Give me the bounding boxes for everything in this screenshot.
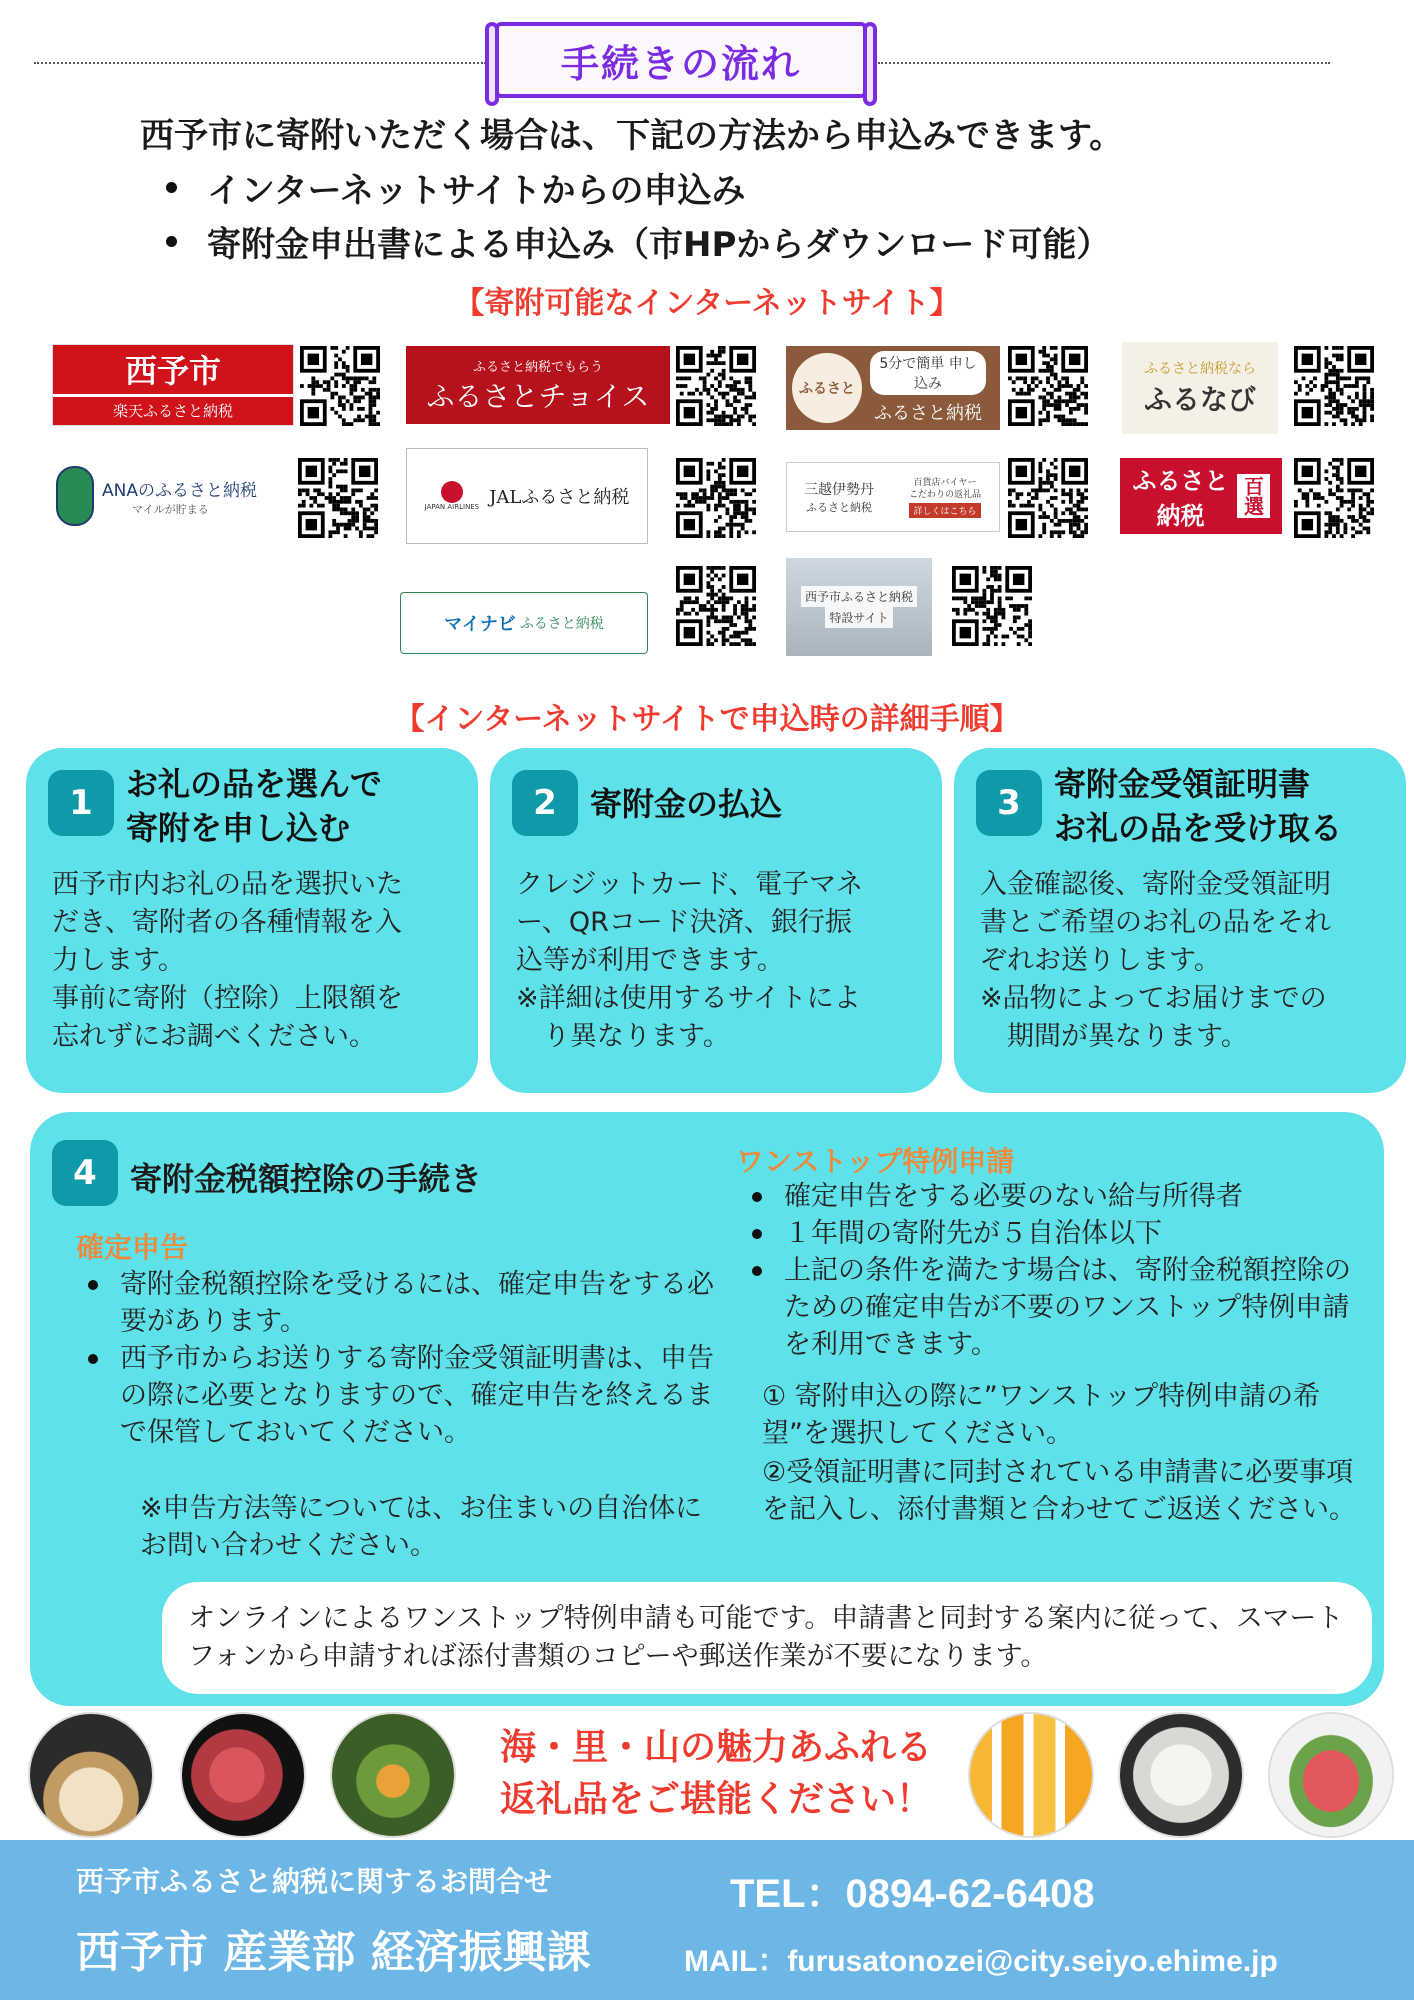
jal-crane-icon (441, 481, 463, 503)
qr-code-icon (1008, 346, 1088, 426)
step-number: 1 (48, 770, 114, 836)
rakuten-logo[interactable]: 西予市 楽天ふるさと納税 (52, 344, 294, 426)
step-title: 寄附金の払込 (590, 785, 783, 823)
qr-code-icon (676, 458, 756, 538)
qr-code-icon (300, 346, 380, 426)
furunavi-logo[interactable]: ふるさと納税なら ふるなび (1122, 342, 1278, 434)
step-title: 寄附金税額控除の手続き (130, 1160, 483, 1198)
photo-montblanc (30, 1714, 152, 1836)
photo-juice (970, 1714, 1092, 1836)
photo-beef (182, 1714, 304, 1836)
kakutei-list (82, 1266, 722, 1451)
step-body: クレジットカード、電子マネ ー、QRコード決済、銀行振 込等が利用できます。 ※詳細は使用するサイトによ り異なります。 (516, 869, 864, 1052)
list-item: 上記の条件を満たす場合は、寄附金税額控除のための確定申告が不要のワンストップ特例申請を利用できます。 (746, 1252, 1356, 1363)
qr-code-icon (676, 566, 756, 646)
qr-code-icon (952, 566, 1032, 646)
furusato-logo[interactable]: ふるさと 5分で簡単 申し込み ふるさと納税 (786, 346, 1000, 430)
slogan: 海・里・山の魅力あふれる 返礼品をご堪能ください！ (500, 1727, 933, 1820)
intro-text: 西予市に寄附いただく場合は、下記の方法から申込みできます。 (140, 116, 1124, 156)
seiyo-special-site-logo[interactable]: 西予市ふるさと納税 特設サイト (786, 558, 932, 656)
phone-number[interactable]: TEL：0894-62-6408 (730, 1872, 1095, 1916)
kakutei-label: 確定申告 (76, 1231, 189, 1264)
qr-code-icon (1294, 458, 1374, 538)
steps-heading: 【インターネットサイトで申込時の詳細手順】 (394, 702, 1020, 737)
title-rule-left (34, 62, 486, 64)
kakutei-note: ※申告方法等については、お住まいの自治体にお問い合わせください。 (140, 1493, 703, 1561)
step-number: 2 (512, 770, 578, 836)
method-item: インターネットサイトからの申込み (166, 160, 1110, 214)
step-title: 寄附金受領証明書 お礼の品を受け取る (1054, 765, 1343, 847)
step-number: 3 (976, 770, 1042, 836)
bullet-dot (166, 236, 177, 247)
bullet-dot (166, 182, 177, 193)
ana-logo[interactable]: ANAのふるさと納税 マイルが貯まる (56, 458, 290, 534)
mitsukoshi-logo[interactable]: 三越伊勢丹 ふるさと納税 百貨店バイヤー こだわりの返礼品 詳しくはこちら (786, 462, 1000, 532)
step-title: お礼の品を選んで 寄附を申し込む (126, 765, 383, 847)
step-body: 西予市内お礼の品を選択いた だき、寄附者の各種情報を入 力します。 事前に寄附（控除）上限額を 忘れずにお調べください。 (52, 869, 403, 1052)
qr-code-icon (298, 458, 378, 538)
list-item: 確定申告をする必要のない給与所得者 (746, 1178, 1356, 1215)
photo-shirasu (1120, 1714, 1242, 1836)
choice-logo[interactable]: ふるさと納税でもらう ふるさとチョイス (406, 346, 670, 424)
onestop-label: ワンストップ特例申請 (736, 1145, 1015, 1178)
step-card-2 (490, 748, 942, 1093)
list-item: 西予市からお送りする寄附金受領証明書は、申告の際に必要となりますので、確定申告を終えるまで保管しておいてください。 (82, 1340, 722, 1451)
ana-mark-icon (56, 466, 94, 526)
photo-seabream (1270, 1714, 1392, 1836)
step-number: 4 (52, 1140, 118, 1206)
onestop-step-2: ②受領証明書に同封されている申請書に必要事項を記入し、添付書類と合わせてご返送ください。 (762, 1457, 1356, 1525)
title-rule-right (878, 62, 1330, 64)
onestop-list (746, 1178, 1356, 1363)
qr-code-icon (676, 346, 756, 426)
method-list (166, 160, 1110, 268)
step-card-3 (954, 748, 1406, 1093)
qr-code-icon (1008, 458, 1088, 538)
inquiry-label: 西予市ふるさと納税に関するお問合せ (76, 1865, 553, 1898)
department-name: 西予市 産業部 経済振興課 (76, 1927, 591, 1978)
jal-logo[interactable]: JAPAN AIRLINES JALふるさと納税 (406, 448, 648, 544)
mynavi-logo[interactable]: マイナビ ふるさと納税 (400, 592, 648, 654)
sites-heading: 【寄附可能なインターネットサイト】 (454, 286, 960, 321)
list-item: 寄附金税額控除を受けるには、確定申告をする必要があります。 (82, 1266, 722, 1340)
onestop-step-1: ① 寄附申込の際に”ワンストップ特例申請の希望”を選択してください。 (762, 1381, 1321, 1449)
step-body: 入金確認後、寄附金受領証明 書とご希望のお礼の品をそれ ぞれお送りします。 ※品物によってお届けまでの 期間が異なります。 (980, 869, 1331, 1052)
photo-vegetables (332, 1714, 454, 1836)
step-card-4 (30, 1112, 1384, 1706)
footer (0, 1840, 1414, 2000)
title-banner (495, 22, 867, 98)
list-item: １年間の寄附先が５自治体以下 (746, 1215, 1356, 1252)
step-card-1 (26, 748, 478, 1093)
hyakusen-logo[interactable]: ふるさと 納税 百選 (1120, 458, 1282, 534)
qr-code-icon (1294, 346, 1374, 426)
email-address[interactable]: MAIL：furusatonozei@city.seiyo.ehime.jp (684, 1945, 1278, 1978)
method-item: 寄附金申出書による申込み（市HPからダウンロード可能） (166, 214, 1110, 268)
online-note: オンラインによるワンストップ特例申請も可能です。申請書と同封する案内に従って、スマートフォンから申請すれば添付書類のコピーや郵送作業が不要になります。 (162, 1582, 1372, 1694)
page-title: 手続きの流れ (560, 41, 801, 86)
